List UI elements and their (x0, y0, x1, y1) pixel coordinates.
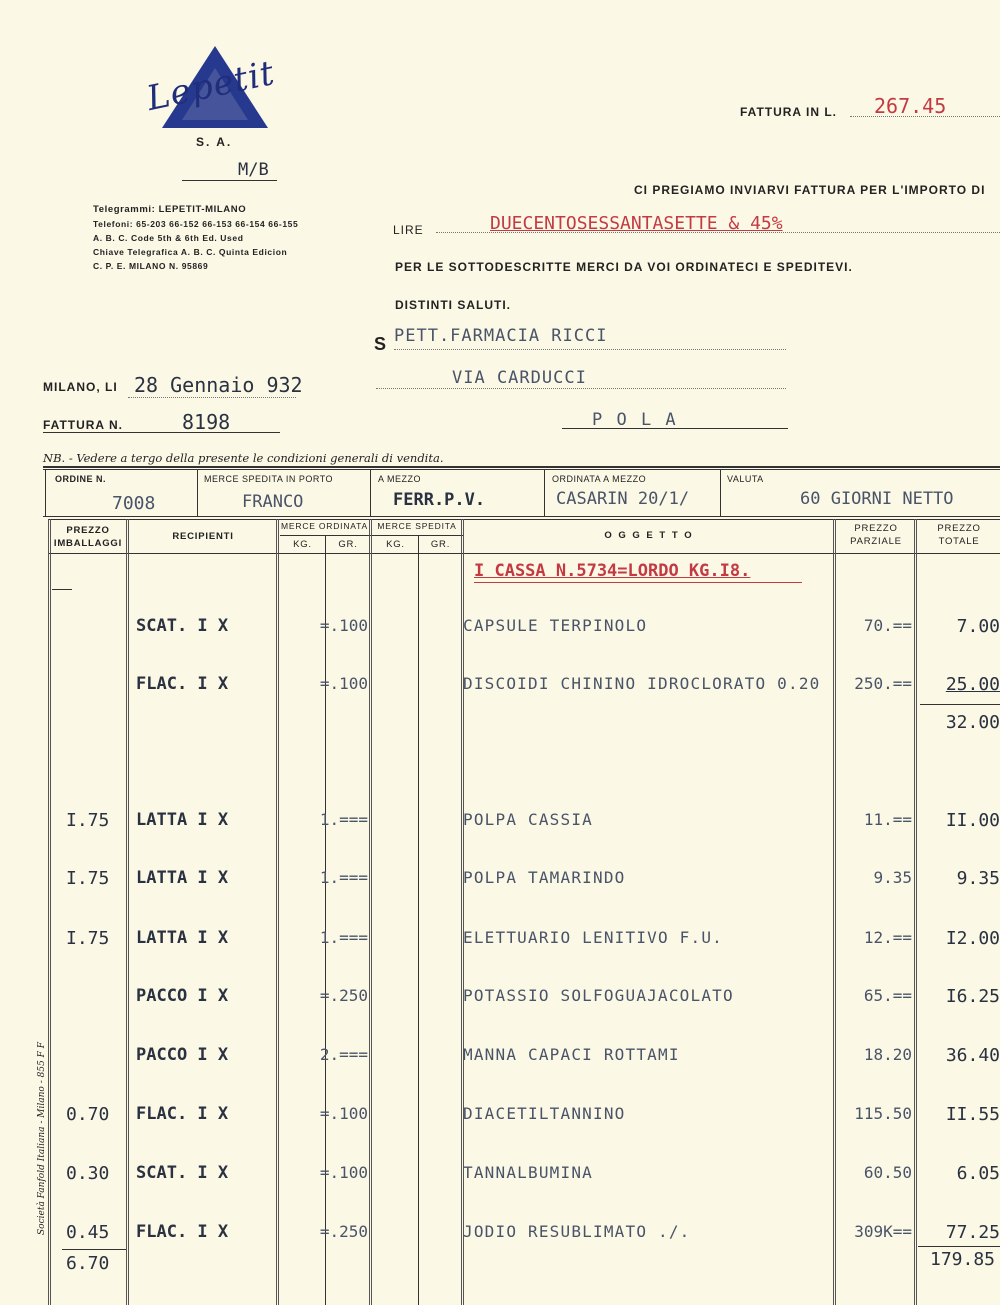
lire-value: DUECENTOSESSANTASETTE & 45% (490, 213, 783, 234)
col-ord-kg: KG. (293, 539, 312, 550)
number-label: FATTURA N. (43, 418, 123, 432)
row-oggetto: POLPA TAMARINDO (463, 868, 626, 887)
row-prezzo-totale: 9.35 (956, 868, 1000, 889)
row-quantity: 1.=== (319, 810, 368, 829)
mezzo-label: A MEZZO (378, 474, 422, 484)
col-sped-gr: GR. (430, 539, 451, 550)
contact-cpe: C. P. E. MILANO N. 95869 (93, 261, 209, 271)
row-prezzo-totale: 6.05 (956, 1163, 1000, 1184)
row-prezzo-parziale: 11.== (863, 810, 912, 829)
row-recipiente: PACCO I X (136, 986, 229, 1006)
ordinata-label: ORDINATA A MEZZO (552, 474, 647, 484)
row-imballaggio: 0.45 (66, 1222, 110, 1243)
row-quantity: 1.=== (319, 868, 368, 887)
row-quantity: =.100 (319, 1104, 368, 1123)
row-recipiente: FLAC. I X (136, 1104, 229, 1124)
recipient-name: PETT.FARMACIA RICCI (394, 326, 608, 346)
printer-imprint: Società Fanfold Italiana - Milano - 855 F F (37, 1041, 47, 1235)
recipient-street: VIA CARDUCCI (452, 368, 587, 388)
goods-text: PER LE SOTTODESCRITTE MERCI DA VOI ORDINATECI E SPEDITEVI. (395, 260, 853, 274)
place-label: MILANO, LI (43, 380, 118, 394)
row-oggetto: ELETTUARIO LENITIVO F.U. (463, 928, 723, 947)
row-recipiente: SCAT. I X (136, 1163, 229, 1183)
row-prezzo-parziale: 65.== (863, 986, 912, 1005)
row-oggetto: JODIO RESUBLIMATO ./. (463, 1222, 691, 1241)
ordine-value: 7008 (112, 493, 156, 514)
cassa-line: I CASSA N.5734=LORDO KG.I8. (474, 561, 751, 581)
logo-script: Lepetit (143, 52, 279, 120)
row-prezzo-parziale: 250.== (854, 674, 912, 693)
valuta-value: 60 GIORNI NETTO (800, 489, 954, 509)
row-oggetto: TANNALBUMINA (463, 1163, 593, 1182)
grand-total: 179.85 (930, 1249, 996, 1270)
row-oggetto: DIACETILTANNINO (463, 1104, 626, 1123)
recipient-prefix: S (374, 334, 387, 354)
row-prezzo-parziale: 70.== (863, 616, 912, 635)
row-oggetto: POTASSIO SOLFOGUAJACOLATO (463, 986, 734, 1005)
row-prezzo-parziale: 309K== (854, 1222, 912, 1241)
contact-telegrams: Telegrammi: LEPETIT-MILANO (93, 204, 247, 215)
row-prezzo-parziale: 115.50 (854, 1104, 912, 1123)
contact-chiave: Chiave Telegrafica A. B. C. Quinta Edicion (93, 247, 288, 257)
company-sa: S. A. (196, 135, 233, 149)
row-prezzo-parziale: 60.50 (863, 1163, 912, 1182)
contact-abc: A. B. C. Code 5th & 6th Ed. Used (93, 233, 244, 243)
row-quantity: =.100 (319, 616, 368, 635)
ordinata-value: CASARIN 20/1/ (556, 489, 690, 509)
row-recipiente: LATTA I X (136, 928, 229, 948)
row-prezzo-totale: I6.25 (945, 986, 1000, 1007)
row-imballaggio: I.75 (66, 810, 110, 831)
conditions-note: NB. - Vedere a tergo della presente le condizioni generali di vendita. (43, 451, 444, 465)
row-oggetto: DISCOIDI CHININO IDROCLORATO 0.20 (463, 674, 821, 693)
porto-value: FRANCO (242, 492, 304, 512)
intro-text: CI PREGIAMO INVIARVI FATTURA PER L'IMPORTO DI (634, 183, 986, 197)
col-sped-kg: KG. (386, 539, 405, 550)
row-quantity: 1.=== (319, 928, 368, 947)
row-prezzo-totale: II.55 (945, 1104, 1000, 1125)
row-prezzo-parziale: 9.35 (873, 868, 912, 887)
row-imballaggio: 0.70 (66, 1104, 110, 1125)
col-oggetto: O G G E T T O (604, 530, 694, 541)
row-recipiente: LATTA I X (136, 868, 229, 888)
amount-label: FATTURA IN L. (740, 105, 837, 119)
row-imballaggio: I.75 (66, 928, 110, 949)
company-logo (140, 42, 285, 134)
recipient-city: P O L A (592, 410, 678, 430)
row-oggetto: MANNA CAPACI ROTTAMI (463, 1045, 680, 1064)
greeting-text: DISTINTI SALUTI. (395, 298, 511, 312)
row-recipiente: LATTA I X (136, 810, 229, 830)
row-quantity: =.250 (319, 986, 368, 1005)
imballaggi-total: 6.70 (66, 1253, 110, 1274)
col-totale: PREZZO TOTALE (937, 523, 981, 547)
row-quantity: =.100 (319, 674, 368, 693)
row-prezzo-totale: 77.25 (945, 1222, 1000, 1243)
porto-label: MERCE SPEDITA IN PORTO (204, 474, 334, 484)
col-ord-gr: GR. (338, 539, 358, 550)
row-recipiente: FLAC. I X (136, 674, 229, 694)
row-imballaggio: 0.30 (66, 1163, 110, 1184)
amount-value: 267.45 (874, 94, 947, 118)
valuta-label: VALUTA (727, 474, 764, 484)
row-prezzo-parziale: 18.20 (863, 1045, 912, 1064)
invoice-number: 8198 (182, 410, 231, 434)
row-prezzo-totale: 7.00 (956, 616, 1000, 637)
invoice-date: 28 Gennaio 932 (134, 373, 303, 397)
row-prezzo-parziale: 12.== (863, 928, 912, 947)
reference-code: M/B (238, 160, 269, 180)
row-imballaggio: I.75 (66, 868, 110, 889)
row-quantity: =.100 (319, 1163, 368, 1182)
row-quantity: =.250 (319, 1222, 368, 1241)
row-prezzo-totale: II.00 (945, 810, 1000, 831)
row-prezzo-totale: 32.00 (945, 712, 1000, 733)
contact-phones: Telefoni: 65-203 66-152 66-153 66-154 66-155 (93, 219, 299, 229)
row-recipiente: SCAT. I X (136, 616, 229, 636)
row-prezzo-totale: 25.00 (945, 674, 1000, 695)
row-prezzo-totale: I2.00 (945, 928, 1000, 949)
row-quantity: 2.=== (319, 1045, 368, 1064)
row-prezzo-totale: 36.40 (945, 1045, 1000, 1066)
row-oggetto: POLPA CASSIA (463, 810, 593, 829)
lire-label: LIRE (393, 223, 424, 237)
row-recipiente: PACCO I X (136, 1045, 229, 1065)
contact-block (93, 203, 298, 273)
ordine-label: ORDINE N. (55, 474, 107, 484)
mezzo-value: FERR.P.V. (393, 490, 486, 510)
row-recipiente: FLAC. I X (136, 1222, 229, 1242)
col-recipienti: RECIPIENTI (172, 531, 234, 542)
col-merce-ordinata: MERCE ORDINATA (281, 521, 368, 531)
col-imballaggi: PREZZO IMBALLAGGI (53, 525, 123, 549)
row-oggetto: CAPSULE TERPINOLO (463, 616, 648, 635)
col-parziale: PREZZO PARZIALE (850, 523, 902, 547)
col-merce-spedita: MERCE SPEDITA (377, 521, 457, 531)
